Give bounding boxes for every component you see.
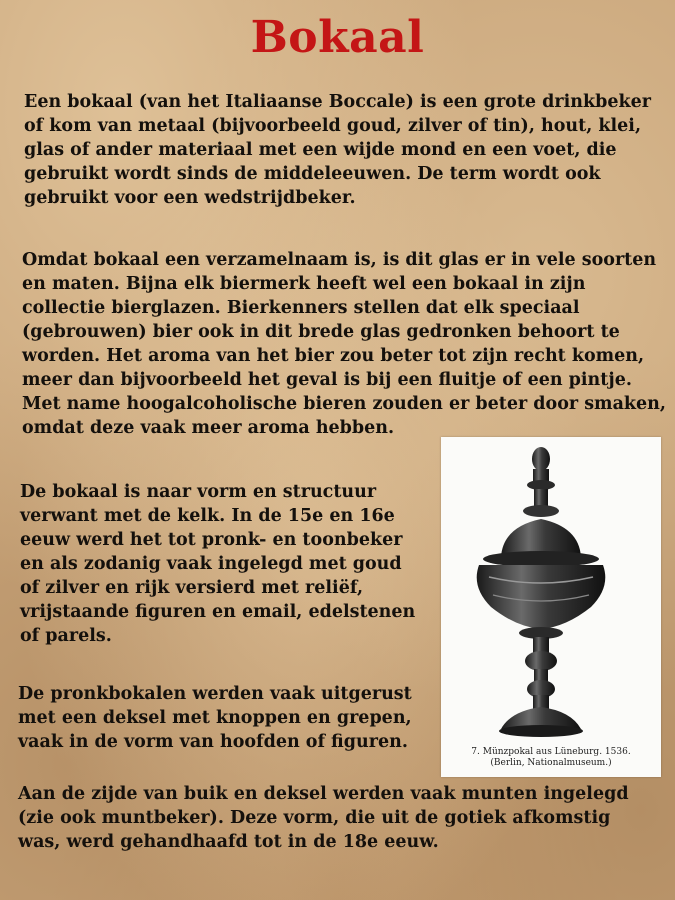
caption-line-2: (Berlin, Nationalmuseum.)	[490, 758, 612, 768]
paragraph-beer-glass: Omdat bokaal een verzamelnaam is, is dit glas er in vele soorten en maten. Bijna elk biermerk heeft wel een bokaal in zijn collectie bierglazen. Bierkenners stellen dat elk speciaal (gebrouwen) bier ook in dit brede glas gedronken behoort te worden. Het aroma van het bier zou beter tot zijn recht komen, meer dan bijvoorbeeld het geval is bij een fluitje of een pintje. Met name hoogalcoholische bieren zouden er beter door smaken, omdat deze vaak meer aroma hebben.	[22, 250, 666, 438]
page-title: Bokaal	[250, 12, 425, 63]
figure-caption	[441, 747, 661, 769]
goblet-illustration	[441, 437, 661, 777]
paragraph-coins: Aan de zijde van buik en deksel werden vaak munten ingelegd (zie ook muntbeker). Deze vorm, die uit de gotiek afkomstig was, werd gehandhaafd tot in de 18e eeuw.	[18, 784, 629, 852]
paragraph-definition: Een bokaal (van het Italiaanse Boccale) is een grote drinkbeker of kom van metaal (bijvoorbeeld goud, zilver of tin), hout, klei, glas of ander materiaal met een wijde mond en een voet, die gebruikt wordt sinds de middeleeuwen. De term wordt ook gebruikt voor een wedstrijdbeker.	[24, 92, 651, 208]
caption-line-1: 7. Münzpokal aus Lüneburg. 1536.	[471, 747, 631, 757]
goblet-drawing	[441, 437, 661, 747]
paragraph-history: De bokaal is naar vorm en structuur verwant met de kelk. In de 15e en 16e eeuw werd het tot pronk- en toonbeker en als zodanig vaak ingelegd met goud of zilver en rijk versierd met reliëf, vrijstaande figuren en email, edelstenen of parels.	[20, 482, 416, 646]
paragraph-lids: De pronkbokalen werden vaak uitgerust met een deksel met knoppen en grepen, vaak in de vorm van hoofden of figuren.	[18, 684, 412, 752]
